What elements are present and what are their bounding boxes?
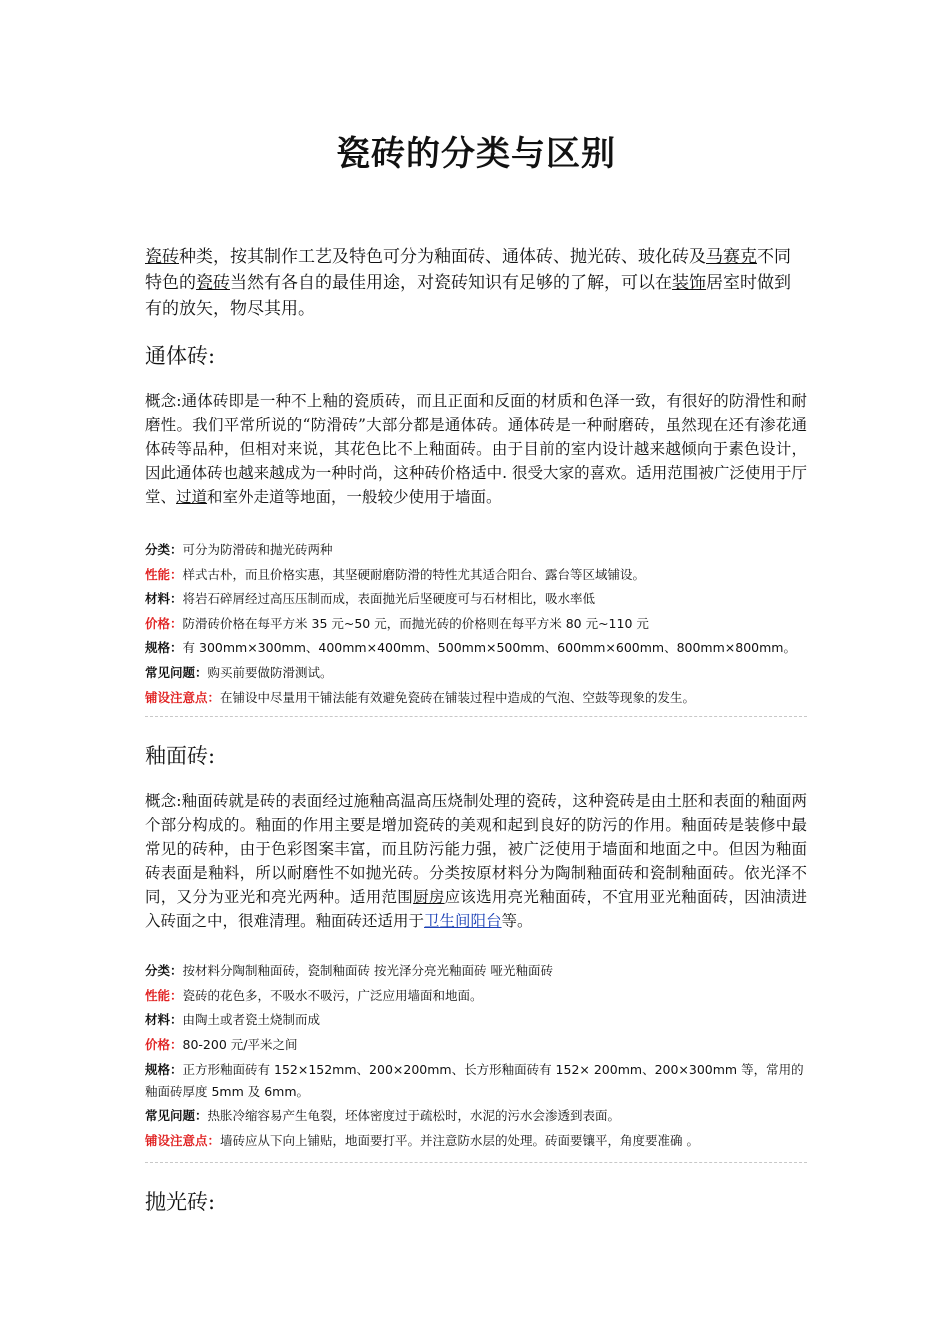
spec-item: 规格：正方形釉面砖有 152×152mm、200×200mm、长方形釉面砖有 152× 200mm、200×300mm 等，常用的釉面砖厚度 5mm 及 6mm。 (145, 1062, 804, 1099)
section-divider (145, 716, 807, 717)
spec-item: 分类：可分为防滑砖和抛光砖两种 (145, 542, 333, 557)
link-mosaic[interactable]: 马赛克 (706, 247, 757, 267)
section-divider (145, 1162, 807, 1163)
link-bathroom-balcony[interactable]: 卫生间阳台 (424, 912, 502, 930)
spec-item: 分类：按材料分陶制釉面砖，瓷制釉面砖 按光泽分亮光釉面砖 哑光釉面砖 (145, 963, 553, 978)
spec-item: 常见问题：热胀冷缩容易产生龟裂，坯体密度过于疏松时，水泥的污水会渗透到表面。 (145, 1108, 621, 1124)
link-decoration[interactable]: 装饰 (672, 273, 706, 293)
link-kitchen[interactable]: 厨房 (413, 888, 445, 906)
spec-item: 规格：有 300mm×300mm、400mm×400mm、500mm×500mm、600mm×600mm、800mm×800mm。 (145, 640, 796, 656)
spec-list (145, 538, 807, 710)
spec-item: 材料：将岩石碎屑经过高压压制而成，表面抛光后坚硬度可与石材相比，吸水率低 (145, 591, 596, 607)
link-corridor[interactable]: 过道 (176, 488, 208, 506)
spec-item: 铺设注意点：在铺设中尽量用干铺法能有效避免瓷砖在铺装过程中造成的气泡、空鼓等现象的发生。 (145, 689, 696, 705)
spec-item: 性能：瓷砖的花色多，不吸水不吸污，广泛应用墙面和地面。 (145, 987, 483, 1003)
spec-item: 价格：80-200 元/平米之间 (145, 1036, 298, 1052)
section-heading-polished-tile: 抛光砖: (145, 1190, 216, 1214)
page-title: 瓷砖的分类与区别 (336, 134, 616, 174)
section-heading-through-body-tile: 通体砖: (145, 344, 216, 368)
section-heading-glazed-tile: 釉面砖: (145, 744, 216, 768)
spec-item: 常见问题：购买前要做防滑测试。 (145, 664, 333, 680)
spec-item: 材料：由陶土或者瓷土烧制而成 (145, 1012, 321, 1028)
spec-list (145, 959, 807, 1154)
section-concept-paragraph: 概念:釉面砖就是砖的表面经过施釉高温高压烧制处理的瓷砖，这种瓷砖是由土胚和表面的釉面两个部分构成的。釉面的作用主要是增加瓷砖的美观和起到良好的防污的作用。釉面砖是装修中最常见的砖种，由于色彩图案丰富，而且防污能力强，被广泛使用于墙面和地面之中。但因为釉面砖表面是釉料，所以耐磨性不如抛光砖。分类按原材料分为陶制釉面砖和瓷制釉面砖。依光泽不同，又分为亚光和亮光两种。适用范围厨房应该选用亮光釉面砖，不宜用亚光釉面砖，因油渍进入砖面之中，很难清理。釉面砖还适用于卫生间阳台等。 (145, 792, 807, 930)
link-tile[interactable]: 瓷砖 (145, 247, 179, 267)
link-tile-2[interactable]: 瓷砖 (196, 273, 230, 293)
section-concept-paragraph: 概念:通体砖即是一种不上釉的瓷质砖，而且正面和反面的材质和色泽一致，有很好的防滑性和耐磨性。我们平常所说的“防滑砖”大部分都是通体砖。通体砖是一种耐磨砖，虽然现在还有渗花通体砖等品种，但相对来说，其花色比不上釉面砖。由于目前的室内设计越来越倾向于素色设计，因此通体砖也越来越成为一种时尚，这种砖价格适中. 很受大家的喜欢。适用范围被广泛使用于厅堂、过道和室外走道等地面，一般较少使用于墙面。 (145, 392, 807, 506)
spec-item: 价格：防滑砖价格在每平方米 35 元~50 元，而抛光砖的价格则在每平方米 80 元~110 元 (145, 615, 649, 631)
spec-item: 性能：样式古朴，而且价格实惠，其坚硬耐磨防滑的特性尤其适合阳台、露台等区域铺设。 (145, 566, 646, 582)
spec-item: 铺设注意点：墙砖应从下向上铺贴，地面要打平。并注意防水层的处理。砖面要镶平，角度要准确 。 (145, 1132, 699, 1148)
intro-paragraph: 瓷砖种类，按其制作工艺及特色可分为釉面砖、通体砖、抛光砖、玻化砖及马赛克不同特色的瓷砖当然有各自的最佳用途，对瓷砖知识有足够的了解，可以在装饰居室时做到有的放矢，物尽其用。 (145, 247, 791, 319)
